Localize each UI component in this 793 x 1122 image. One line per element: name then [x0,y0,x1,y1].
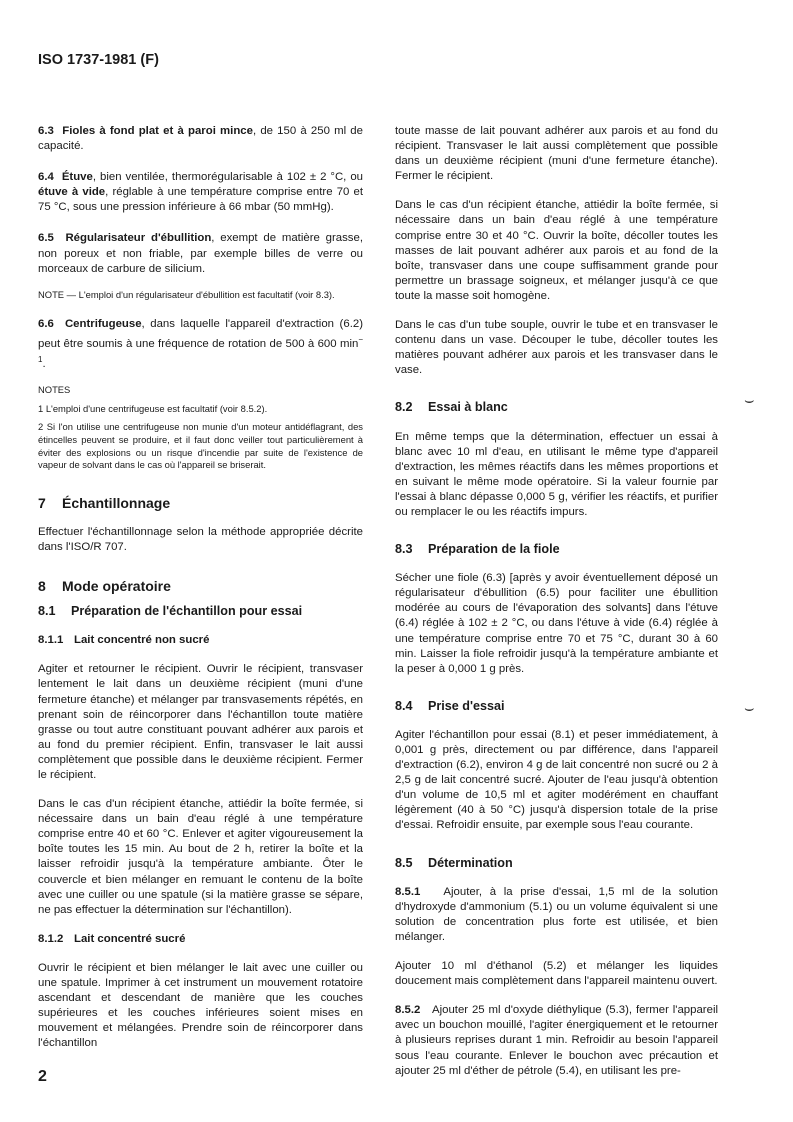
clause-6-4 [38,170,363,215]
clause-text: , de 150 à 250 ml de capacité. [38,125,363,153]
section-7-heading [38,496,363,511]
section-8-3-text: Sécher une fiole (6.3) [après y avoir éventuellement déposé un régularisateur d'ébullition (6.5) pour faciliter une ébullition modérée au cours de l'évaporation des solvants] dans l'étuve (6.4) réglée à 102 ± 2 °C, ou dans l'étuve à vide (6.4) réglée à une température comprise entre 70 et 75 °C, durant 30 à 60 min. Laisser la fiole refroidir jusqu'à la température ambiante et la peser à 0,000 1 g près. [395,572,718,675]
left-column [38,124,363,1052]
section-8-heading [38,579,363,594]
note-2: 2 Si l'on utilise une centrifugeuse non munie d'un moteur antidéflagrant, des étincelles peuvent se produire, et il faut donc veiller tout particulièrement à éviter des explosions ou un risque d'incendie par suite de l'existence de vapeur de solvant dans le cas où l'appareil se briserait. [38,421,363,471]
section-8-1-2-para-1: Ouvrir le récipient et bien mélanger le lait avec une cuiller ou une spatule. Imprimer à cet instrument un mouvement rotatoire ascendant et descendant de manière que les couches supérieures et les couches inférieures soient mises en mouvement et mélangées. Prendre soin de réincorporer dans l'échantillon [38,961,363,1050]
clause-text: Ajouter, à la prise d'essai, 1,5 ml de la solution d'hydroxyde d'ammonium (5.1) ou un volume équivalent si une solution de concentration plus forte est utilisée, et bien mélanger. [395,885,718,943]
clause-6-3 [38,124,363,154]
section-8-5-heading [395,856,718,871]
section-8-1-2-heading [38,932,363,947]
section-number: 8.2 [395,400,413,415]
document-id-header: ISO 1737-1981 (F) [38,52,159,68]
clause-text: , exempt de matière grasse, non poreux et non friable, par exemple billes de verre ou morceaux de carbure de silicium. [38,232,363,275]
margin-change-mark: ⌣ [744,392,755,409]
clause-title: Fioles à fond plat et à paroi mince [62,125,253,137]
section-8-5-2-text [395,1003,718,1078]
section-8-5-1-text [395,885,718,945]
clause-end: . [42,358,46,371]
clause-title: Centrifugeuse [64,318,142,331]
section-number: 8.3 [395,542,413,557]
margin-change-mark: ⌣ [744,700,755,717]
section-title: Préparation de la fiole [428,542,560,557]
section-7-text: Effectuer l'échantillonnage selon la méthode appropriée décrite dans l'ISO/R 707. [38,525,363,553]
right-column [395,124,718,1079]
section-number: 8.1.1 [38,634,64,647]
continued-para-3: Dans le cas d'un tube souple, ouvrir le tube et en transvaser le contenu dans un vase. Découper le tube, décoller toutes les matières pouvant adhérer aux parois et les transvaser dans le vase. [395,319,718,377]
section-8-1-heading [38,604,363,619]
continued-para-1: toute masse de lait pouvant adhérer aux parois et au fond du récipient. Transvaser le lait aussi complètement que possible dans un deuxième récipient (muni d'une fermeture étanche). Fermer le récipient. [395,125,718,183]
clause-title: Étuve [61,171,93,184]
clause-title-2: étuve à vide [38,186,106,199]
clause-number: 6.5 [38,232,54,245]
section-title: Essai à blanc [428,400,508,415]
section-title: Prise d'essai [428,698,505,713]
clause-number: 6.6 [38,318,54,331]
note-6-5: NOTE — L'emploi d'un régularisateur d'ébullition est facultatif (voir 8.3). [38,288,335,300]
section-8-4-text: Agiter l'échantillon pour essai (8.1) et peser immédiatement, à 0,001 g près, directement ou par différence, dans l'appareil d'extraction (6.2), environ 4 g de lait concentré non sucré ou 2 à 2,5 g de lait concentré sucré. Ajouter de l'eau jusqu'à obtention d'un volume de 10,5 ml et agiter modérément en chauffant légèrement (40 à 50 °C) jusqu'à dispersion totale de la prise d'essai. Refroidir ensuite, par exemple sous l'eau courante. [395,728,718,832]
section-title: Lait concentré sucré [74,932,186,945]
note-1: 1 L'emploi d'une centrifugeuse est facultatif (voir 8.5.2). [38,402,268,414]
page-number: 2 [38,1068,47,1085]
notes-heading: NOTES [38,384,71,396]
clause-number: 8.5.1 [395,885,421,898]
section-8-4-heading [395,699,718,714]
section-title: Lait concentré non sucré [74,634,210,647]
section-title: Échantillonnage [62,494,171,511]
clause-6-6 [38,317,363,372]
section-8-2-heading [395,400,718,415]
clause-text: Ajouter 25 ml d'oxyde diéthylique (5.3), fermer l'appareil avec un bouchon mouillé, l'agiter énergiquement et le retourner à plusieurs reprises durant 1 min. Refroidir au besoin l'appareil sous l'eau courante. Enlever le bouchon avec précaution et ajouter 25 ml d'éther de pétrole (5.4), en utilisant les pre- [395,1004,719,1077]
section-8-2-text: En même temps que la détermination, effectuer un essai à blanc avec 10 ml d'eau, en utilisant le même type d'appareil d'extraction, les mêmes réactifs dans les mêmes proportions et en suivant le même mode opératoire. Si la valeur fournie par l'essai à blanc dépasse 0,000 5 g, vérifier les réactifs, et purifier ou remplacer le ou les réactifs impurs. [395,430,718,518]
clause-number: 8.5.2 [395,1004,421,1017]
continued-para-2: Dans le cas d'un récipient étanche, attiédir la boîte fermée, si nécessaire dans un bain d'eau réglé à une température comprise entre 30 et 40 °C. Ouvrir la boîte, décoller toutes les masses de lait pouvant adhérer aux parois et au fond de la boîte, transvaser dans une coupe suffisamment grande pour permettre un brassage soigneux, et mélanger jusqu'à ce que toute la masse soit homogène. [395,199,718,302]
superscript: − 1 [38,335,363,365]
clause-number: 6.3 [38,125,54,137]
section-8-1-1-heading [38,633,363,648]
clause-text-2: , réglable à une température comprise entre 70 et 75 °C, sous une pression inférieure à 66 mbar (50 mmHg). [38,186,363,214]
section-title: Détermination [428,855,513,870]
clause-title: Régularisateur d'ébullition [65,232,212,245]
section-8-5-1-para-2: Ajouter 10 ml d'éthanol (5.2) et mélanger les liquides doucement mais complètement dans l'appareil maintenu ouvert. [395,960,718,988]
section-title: Préparation de l'échantillon pour essai [71,604,303,619]
section-8-3-heading [395,542,718,557]
clause-text: , bien ventilée, thermorégularisable à 102 ± 2 °C, ou [92,171,363,184]
section-number: 7 [38,494,46,511]
section-8-1-1-para-2: Dans le cas d'un récipient étanche, attiédir la boîte fermée, si nécessaire dans un bain d'eau réglé à une température comprise entre 40 et 60 °C. Enlever et agiter vigoureusement la boîte toutes les 15 min. Au bout de 2 h, retirer la boîte et la laisser refroidir jusqu'à la température ambiante. Ôter le couvercle et bien mélanger en remuant le contenu de la boîte avec une cuiller ou une spatule (si la matière grasse se sépare, ne pas effectuer la détermination sur l'échantillon). [38,798,363,916]
section-number: 8.4 [395,698,413,713]
section-title: Mode opératoire [62,578,171,595]
section-number: 8.5 [395,855,413,870]
clause-6-5 [38,231,363,276]
clause-text: , dans laquelle l'appareil d'extraction (6.2) peut être soumis à une fréquence de rotation de 500 à 600 min [38,318,363,351]
section-number: 8.1.2 [38,932,64,945]
clause-number: 6.4 [38,171,54,184]
section-8-1-1-para-1: Agiter et retourner le récipient. Ouvrir le récipient, transvaser lentement le lait dans un deuxième récipient (muni d'une fermeture étanche) et mélanger par transvasements répétés, en prenant soin de réincorporer dans l'échantillon toute matière grasse ou tout autre constituant pouvant adhérer aux parois et au fond du premier récipient. Enfin, transvaser le lait aussi complètement que possible dans le deuxième récipient. Fermer le récipient. [38,663,363,781]
section-number: 8 [38,578,46,595]
section-number: 8.1 [38,604,56,619]
